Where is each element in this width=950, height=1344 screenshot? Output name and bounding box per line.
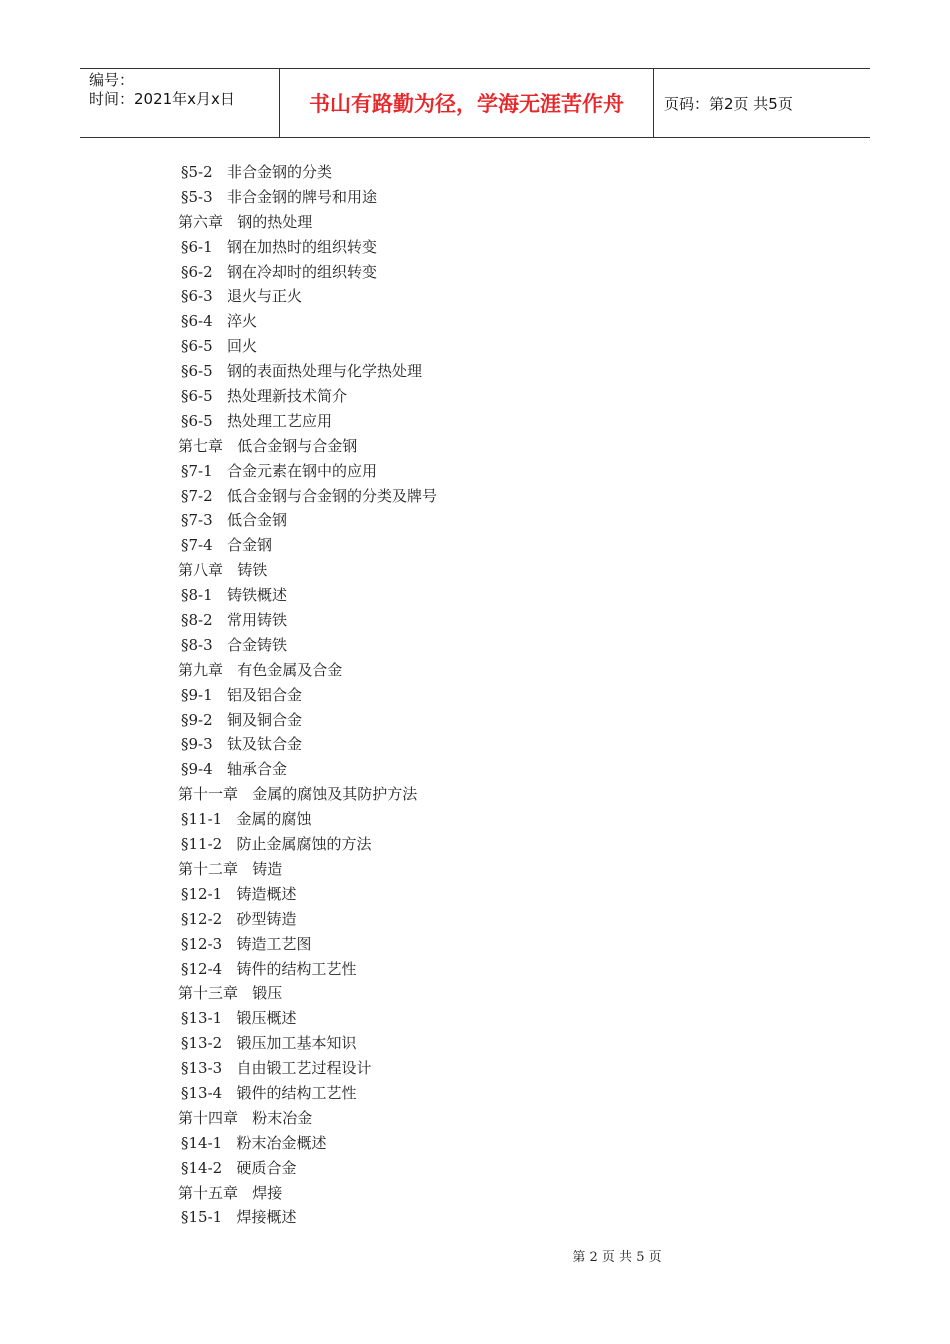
toc-section: §9-3 钛及钛合金	[181, 735, 302, 754]
toc-section: §6-5 钢的表面热处理与化学热处理	[181, 362, 422, 381]
toc-section: §6-5 回火	[181, 337, 257, 356]
toc-chapter: 第十三章 锻压	[178, 984, 283, 1003]
toc-section: §6-1 钢在加热时的组织转变	[181, 237, 377, 256]
toc-section: §5-3 非合金钢的牌号和用途	[181, 187, 377, 206]
toc-section: §5-2 非合金钢的分类	[181, 163, 332, 181]
toc-section: §6-5 热处理工艺应用	[181, 411, 332, 430]
toc-section: §7-3 低合金钢	[181, 511, 287, 530]
toc-section: §15-1 焊接概述	[181, 1208, 297, 1227]
toc-section: §7-1 合金元素在钢中的应用	[181, 461, 377, 480]
toc-section: §8-3 合金铸铁	[181, 635, 287, 654]
document-time-label: 时间：2021年x月x日	[89, 90, 235, 108]
toc-section: §6-2 钢在冷却时的组织转变	[181, 262, 377, 281]
toc-section: §6-3 退火与正火	[181, 287, 302, 306]
toc-section: §11-2 防止金属腐蚀的方法	[181, 835, 372, 854]
toc-section: §12-1 铸造概述	[181, 884, 297, 903]
toc-section: §14-2 硬质合金	[181, 1158, 297, 1177]
toc-section: §13-3 自由锻工艺过程设计	[181, 1059, 372, 1078]
toc-section: §8-2 常用铸铁	[181, 611, 287, 630]
toc-chapter: 第八章 铸铁	[178, 561, 268, 580]
toc-section: §13-2 锻压加工基本知识	[181, 1034, 357, 1053]
toc-section: §13-1 锻压概述	[181, 1009, 297, 1028]
toc-chapter: 第六章 钢的热处理	[178, 212, 313, 231]
toc-chapter: 第十一章 金属的腐蚀及其防护方法	[178, 785, 418, 804]
table-of-contents	[178, 160, 437, 1230]
toc-section: §11-1 金属的腐蚀	[181, 810, 312, 829]
page-footer: 第 2 页 共 5 页	[572, 1250, 662, 1265]
toc-section: §12-2 砂型铸造	[181, 909, 297, 928]
toc-chapter: 第十二章 铸造	[178, 859, 283, 878]
toc-chapter: 第九章 有色金属及合金	[178, 660, 343, 679]
page-header	[80, 68, 870, 138]
header-meta	[80, 69, 280, 137]
toc-section: §7-2 低合金钢与合金钢的分类及牌号	[181, 486, 437, 505]
header-motto: 书山有路勤为径，学海无涯苦作舟	[280, 69, 654, 137]
toc-section: §6-5 热处理新技术简介	[181, 387, 347, 406]
toc-section: §9-2 铜及铜合金	[181, 710, 302, 729]
toc-section: §8-1 铸铁概述	[181, 586, 287, 605]
toc-chapter: 第七章 低合金钢与合金钢	[178, 436, 358, 455]
toc-section: §9-4 轴承合金	[181, 760, 287, 779]
toc-section: §6-4 淬火	[181, 312, 257, 331]
toc-section: §7-4 合金钢	[181, 536, 272, 555]
toc-chapter: 第十五章 焊接	[178, 1183, 283, 1202]
document-number-label: 编号：	[89, 71, 135, 89]
toc-chapter: 第十四章 粉末冶金	[178, 1108, 313, 1127]
toc-section: §13-4 锻件的结构工艺性	[181, 1083, 357, 1102]
toc-section: §14-1 粉末冶金概述	[181, 1133, 327, 1152]
toc-section: §12-3 铸造工艺图	[181, 934, 312, 953]
header-page-info: 页码：第2页 共5页	[664, 94, 793, 113]
toc-section: §12-4 铸件的结构工艺性	[181, 959, 357, 978]
toc-section: §9-1 铝及铝合金	[181, 685, 302, 704]
